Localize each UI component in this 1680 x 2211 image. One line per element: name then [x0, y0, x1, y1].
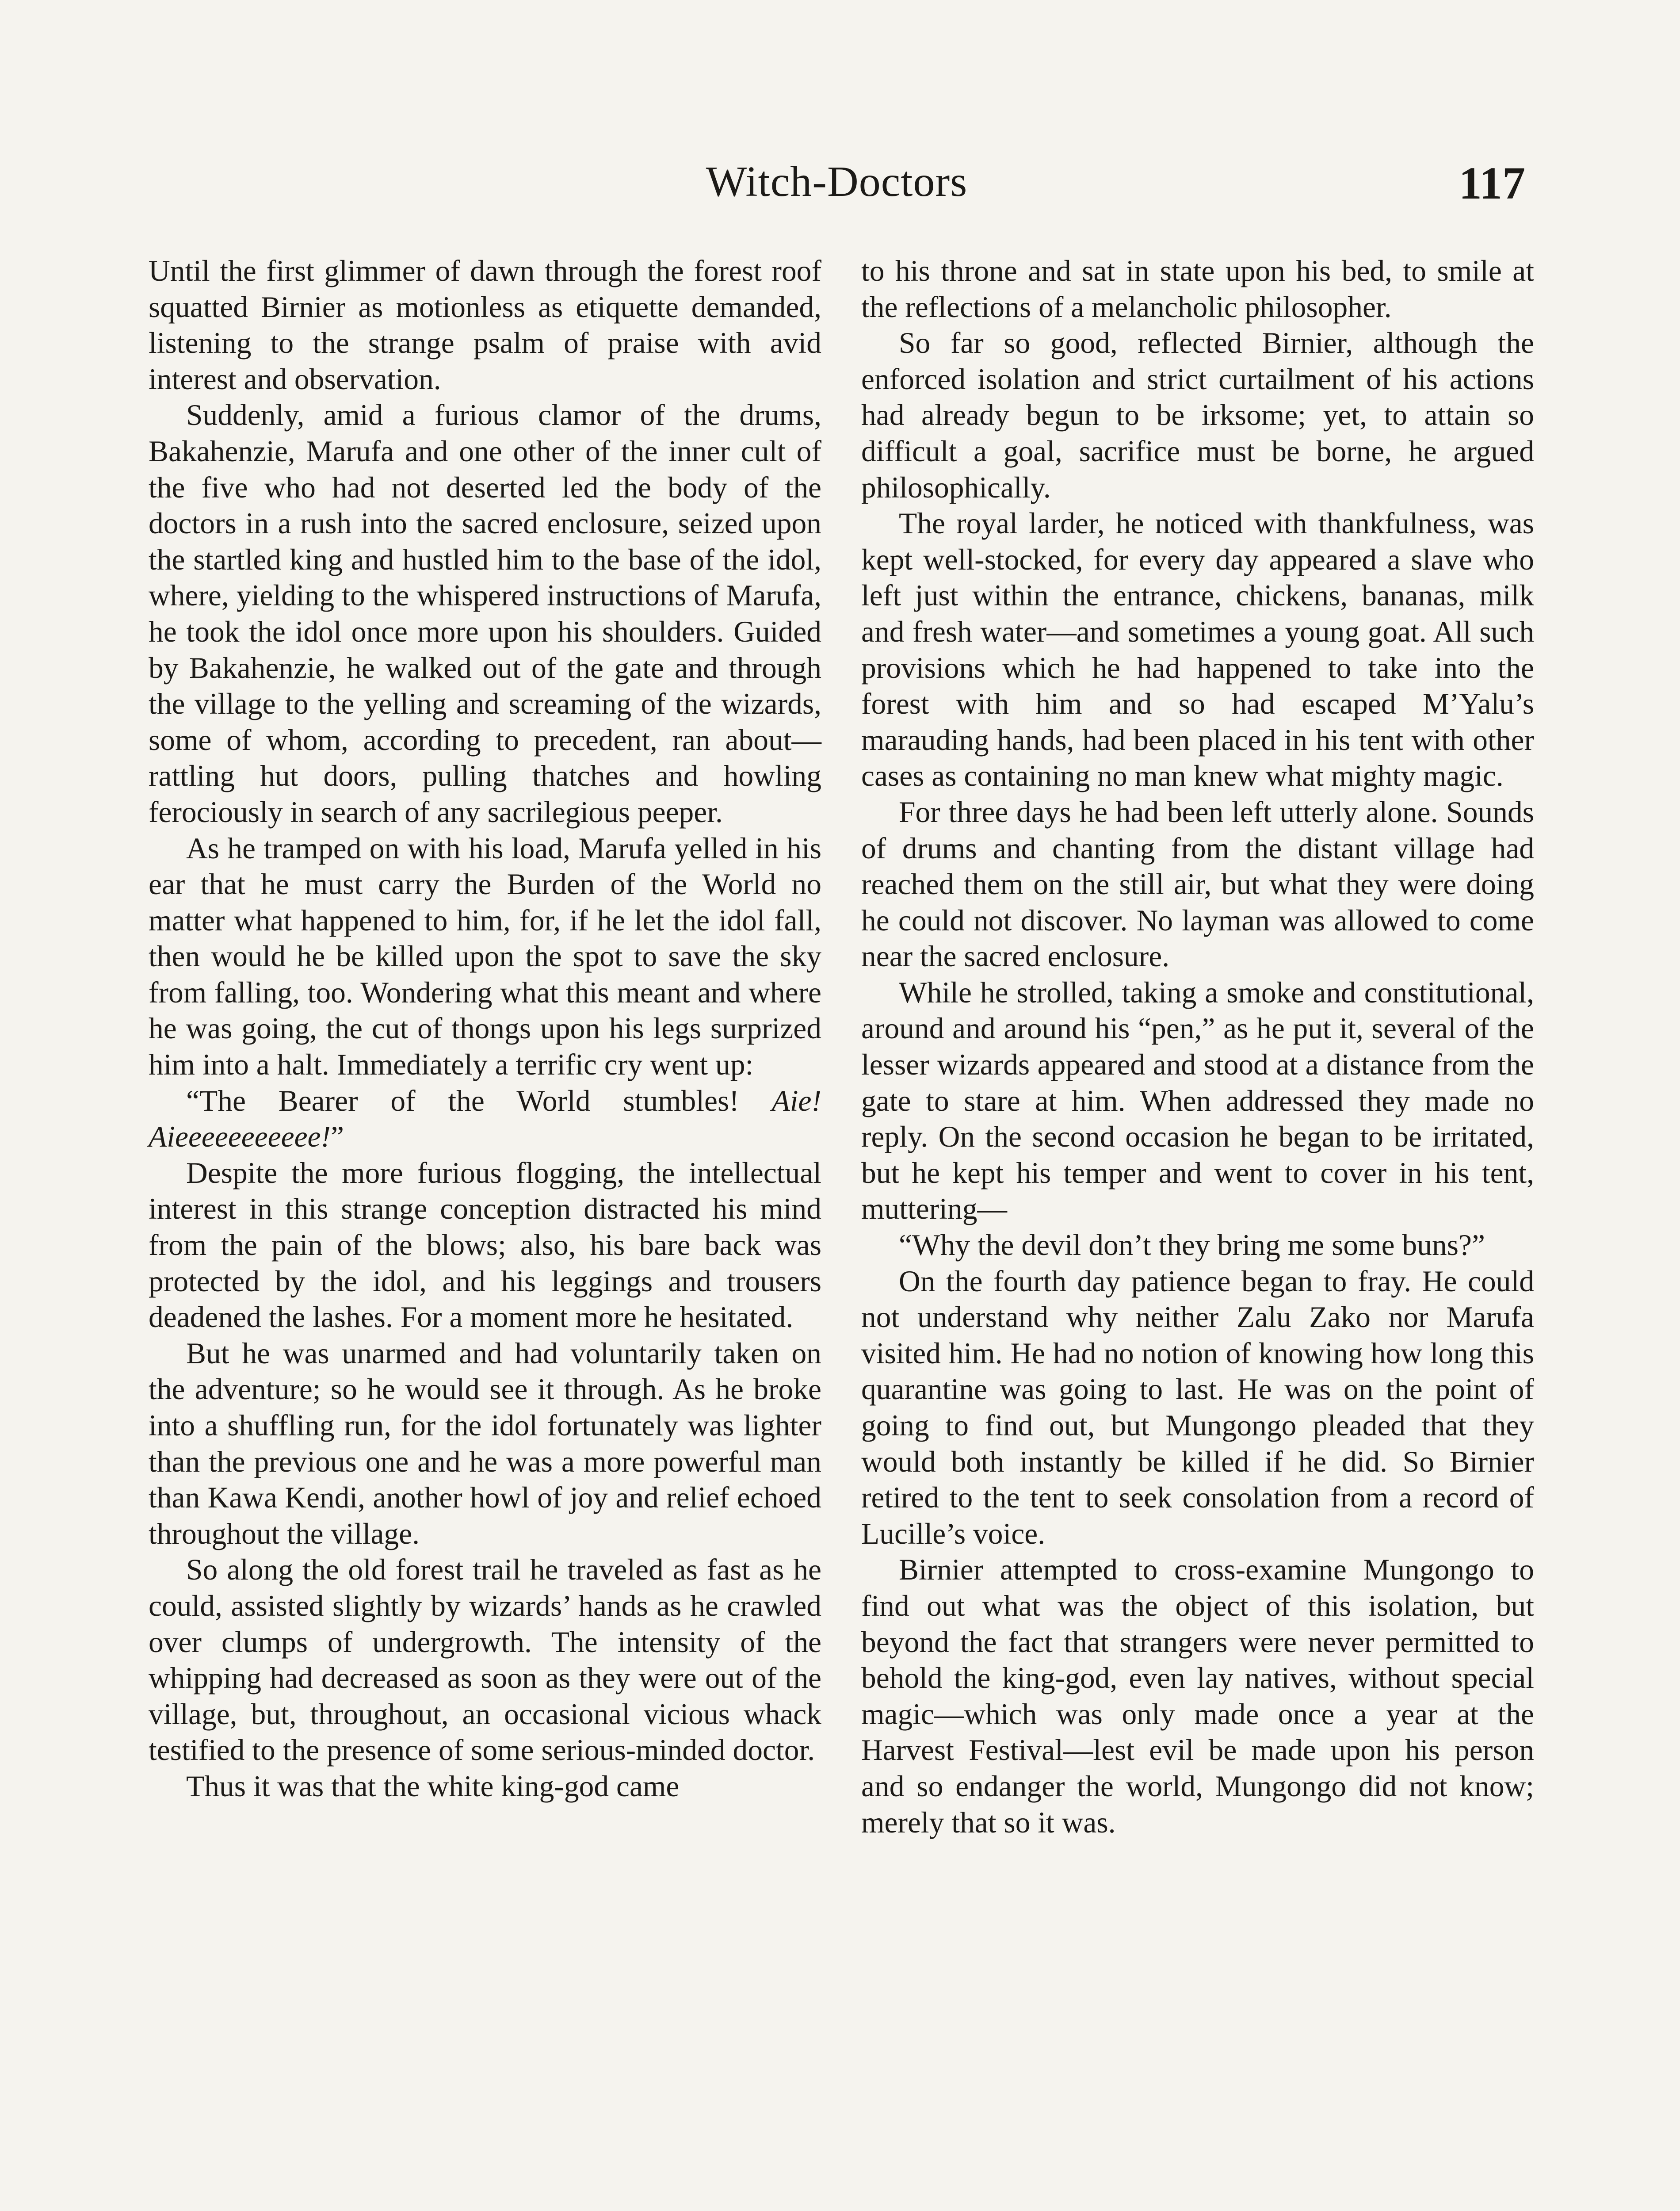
right-column: [861, 253, 1534, 1840]
paragraph: to his throne and sat in state upon his bed, to smile at the reflections of a melancholic philosopher.: [861, 254, 1534, 324]
quote-close: ”: [331, 1120, 344, 1154]
page-number: 117: [1459, 158, 1525, 209]
paragraph: “Why the devil don’t they bring me some buns?”: [899, 1228, 1485, 1262]
paragraph: On the fourth day patience began to fray. He could not understand why neither Zalu Zako nor Marufa visited him. He had no notion of knowing how long this quarantine was going to last. He was on the point of going to find out, but Mungongo pleaded that they would both instantly be killed if he did. So Birnier retired to the tent to seek consolation from a record of Lucille’s voice.: [861, 1264, 1534, 1550]
quote-text: “The Bearer of the World stumbles!: [186, 1084, 739, 1117]
paragraph: Suddenly, amid a furious clamor of the drums, Bakahenzie, Marufa and one other of the inner cult of the five who had not deserted led the body of the doctors in a rush into the sacred enclosure, seized upon the startled king and hustled him to the base of the idol, where, yielding to the whispered instructions of Marufa, he took the idol once more upon his shoulders. Guided by Bakahenzie, he walked out of the gate and through the village to the yelling and screaming of the wizards, some of whom, according to precedent, ran about—rattling hut doors, pulling thatches and howling ferociously in search of any sacrilegious peeper.: [149, 398, 821, 829]
paragraph: Until the first glimmer of dawn through the forest roof squatted Birnier as motionless as etiquette demanded, listening to the strange psalm of praise with avid interest and observation.: [149, 254, 821, 396]
paragraph: So along the old forest trail he traveled as fast as he could, assisted slightly by wizards’ hands as he crawled over clumps of undergrowth. The intensity of the whipping had decreased as soon as they were out of the village, but, throughout, an occasional vicious whack testified to the presence of some serious-minded doctor.: [149, 1553, 821, 1767]
paragraph: But he was unarmed and had voluntarily taken on the adventure; so he would see it through. As he broke into a shuffling run, for the idol fortunately was lighter than the previous one and he was a more powerful man than Kawa Kendi, another howl of joy and relief echoed throughout the village.: [149, 1336, 821, 1550]
paragraph: Despite the more furious flogging, the intellectual interest in this strange conception distracted his mind from the pain of the blows; also, his bare back was protected by the idol, and his leggings and trousers deadened the lashes. For a moment more he hesitated.: [149, 1156, 821, 1334]
left-column: [149, 253, 821, 1805]
paragraph: So far so good, reflected Birnier, although the enforced isolation and strict curtailment of his actions had already begun to be irksome; yet, to attain so difficult a goal, sacrifice must be borne, he argued philosophically.: [861, 326, 1534, 504]
page-header: [148, 157, 1525, 219]
paragraph: The royal larder, he noticed with thankfulness, was kept well-stocked, for every day appeared a slave who left just within the entrance, chickens, bananas, milk and fresh water—and sometimes a young goat. All such provisions which he had happened to take into the forest with him and so had escaped M’Yalu’s marauding hands, had been placed in his tent with other cases as containing no man knew what mighty magic.: [861, 507, 1534, 793]
paragraph: As he tramped on with his load, Marufa yelled in his ear that he must carry the Burden of the World no matter what happened to him, for, if he let the idol fall, then would he be killed upon the spot to save the sky from falling, too. Wondering what this meant and where he was going, the cut of thongs upon his legs surprized him into a halt. Immediately a terrific cry went up:: [149, 831, 821, 1082]
paragraph: While he strolled, taking a smoke and constitutional, around and around his “pen,” as he put it, several of the lesser wizards appeared and stood at a distance from the gate to stare at him. When addressed they made no reply. On the second occasion he began to be irritated, but he kept his temper and went to cover in his tent, muttering—: [861, 975, 1534, 1226]
paragraph: For three days he had been left utterly alone. Sounds of drums and chanting from the distant village had reached them on the still air, but what they were doing he could not discover. No layman was allowed to come near the sacred enclosure.: [861, 795, 1534, 973]
quote-italic: Aie! Aieeeeeeeeeee!: [149, 1084, 821, 1154]
running-title: Witch-Doctors: [706, 158, 968, 206]
paragraph: Birnier attempted to cross-examine Mungongo to find out what was the object of this isolation, but beyond the fact that strangers were never permitted to behold the king-god, even lay natives, without special magic—which was only made once a year at the Harvest Festival—lest evil be made upon his person and so endanger the world, Mungongo did not know; merely that so it was.: [861, 1553, 1534, 1839]
paragraph-quote: [149, 1083, 821, 1155]
paragraph: Thus it was that the white king-god came: [186, 1769, 680, 1803]
